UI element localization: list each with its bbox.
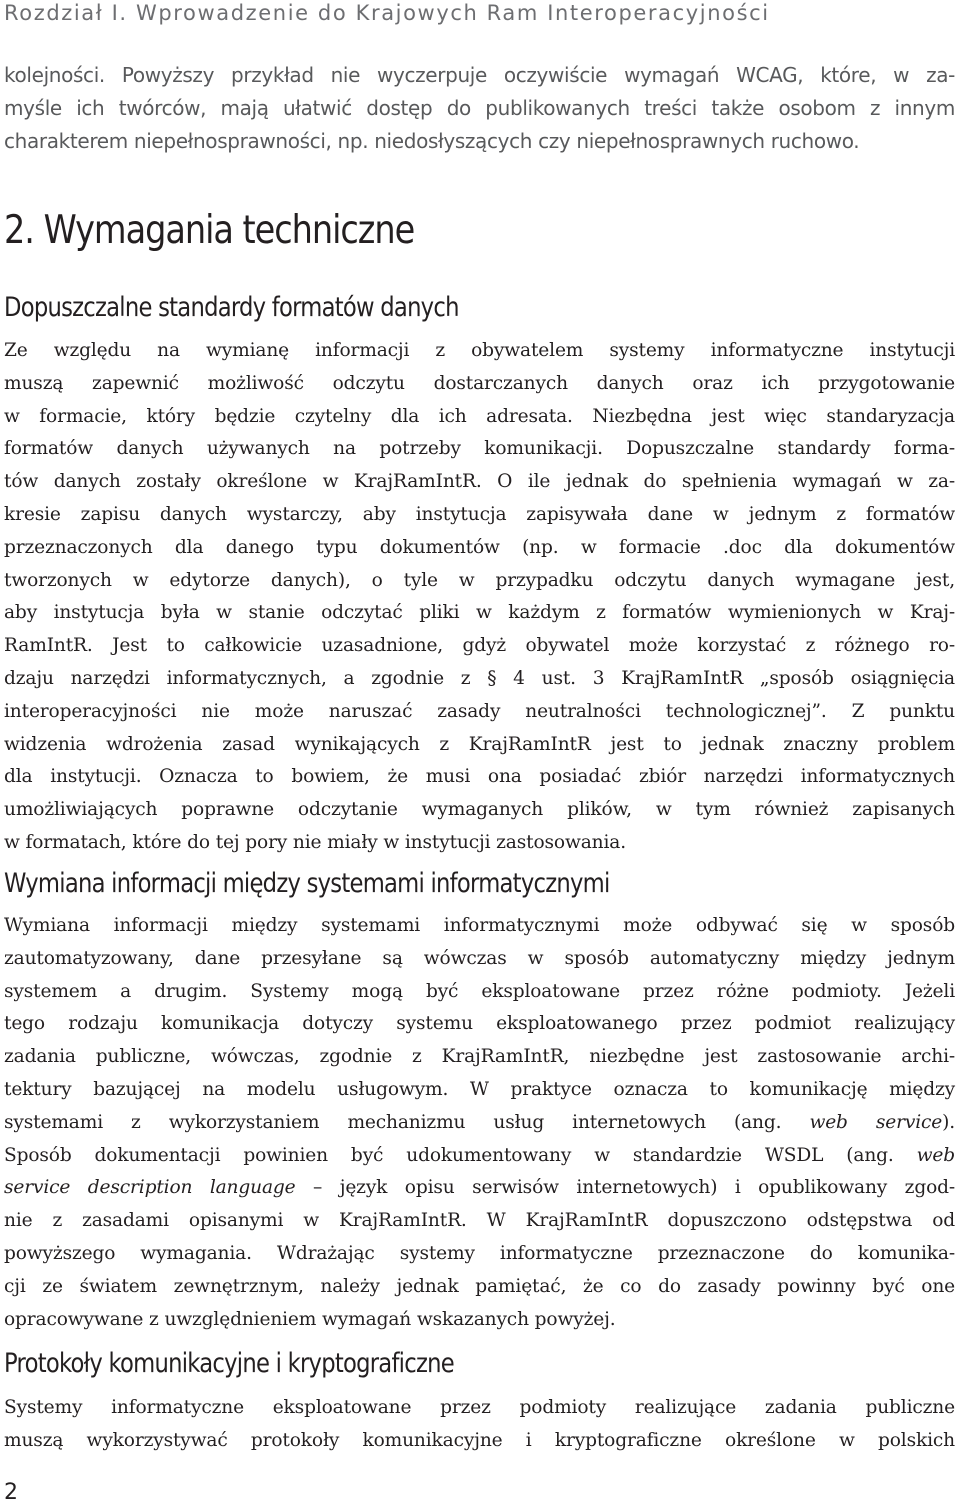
text-line: tektury bazującej na modelu usługowym. W praktyce oznacza to komunikację między [4,1078,955,1100]
section-heading-exchange: Wymiana informacji między systemami informatycznymi [4,868,610,899]
paragraph-protocols [4,1392,955,1458]
text-line: systemem a drugim. Systemy mogą być eksploatowane przez różne podmioty. Jeżeli [4,980,955,1002]
section-heading-formats: Dopuszczalne standardy formatów danych [4,292,459,323]
text-line [4,1172,955,1205]
text-line: umożliwiających poprawne odczytanie wymaganych plików, w tym również zapisanych [4,799,955,821]
text-line: RamIntR. Jest to całkowicie uzasadnione, gdyż obywatel może korzystać z różnego ro- [4,635,955,657]
text-line: dzaju narzędzi informatycznych, a zgodnie z § 4 ust. 3 KrajRamIntR „sposób osiągnięcia [4,667,955,689]
text-run-italic: web [916,1144,955,1166]
text-line: opracowywane z uwzględnieniem wymagań wskazanych powyżej. [4,1308,616,1330]
running-header: Rozdział I. Wprowadzenie do Krajowych Ram Interoperacyjności [4,1,770,25]
text-line: tworzonych w edytorze danych), o tyle w przypadku odczytu danych wymagane jest, [4,569,955,591]
text-line: widzenia wdrożenia zasad wynikających z KrajRamIntR jest to jednak znaczny problem [4,733,955,755]
text-line [4,1140,955,1173]
text-run: Sposób dokumentacji powinien być udokumentowany w standardzie WSDL (ang. [4,1144,917,1166]
text-line: tego rodzaju komunikacja dotyczy systemu eksploatowanego przez podmiot realizujący [4,1013,955,1035]
text-line: Wymiana informacji między systemami informatycznymi może odbywać się w sposób [4,915,955,936]
text-line: nie z zasadami opisanymi w KrajRamIntR. W KrajRamIntR dopuszczono odstępstwa od [4,1210,955,1232]
paragraph-exchange [4,910,955,1336]
text-run: systemami z wykorzystaniem mechanizmu usług internetowych (ang. [4,1111,810,1133]
text-run-italic: service description language [4,1177,296,1199]
text-line: charakterem niepełnosprawności, np. niedosłyszących czy niepełnosprawnych ruchowo. [4,128,860,153]
text-line: kresie zapisu danych wystarczy, aby instytucja zapisywała dane w jednym z formatów [4,503,955,525]
text-line: Systemy informatyczne eksploatowane przez podmioty realizujące zadania publiczne [4,1397,955,1418]
intro-paragraph [4,59,955,157]
text-line: tów danych zostały określone w KrajRamIntR. O ile jednak do spełnienia wymagań w za- [4,471,955,493]
text-line: interoperacyjności nie może naruszać zasady neutralności technologicznej”. Z punktu [4,700,955,722]
text-line: w formatach, które do tej pory nie miały w instytucji zastosowania. [4,831,626,853]
text-line: Ze względu na wymianę informacji z obywatelem systemy informatyczne instytucji [4,340,955,361]
text-run: ). [942,1111,955,1133]
text-line: muszą wykorzystywać protokoły komunikacyjne i kryptograficzne określone w polskich [4,1429,955,1451]
text-line: kolejności. Powyższy przykład nie wyczerpuje oczywiście wymagań WCAG, które, w za- [4,63,955,87]
text-line: powyższego wymagania. Wdrażając systemy informatyczne przeznaczone do komunika- [4,1242,955,1264]
text-line: przeznaczonych dla danego typu dokumentów (np. w formacie .doc dla dokumentów [4,536,955,558]
text-run: – język opisu serwisów internetowych) i opublikowany zgod- [295,1177,955,1199]
text-line: aby instytucja była w stanie odczytać pliki w każdym z formatów wymienionych w Kraj- [4,602,955,624]
section-heading-protocols: Protokoły komunikacyjne i kryptograficzne [4,1348,454,1379]
chapter-heading: 2. Wymagania techniczne [4,208,415,253]
text-line: muszą zapewnić możliwość odczytu dostarczanych danych oraz ich przygotowanie [4,372,955,394]
text-line [4,1107,955,1140]
text-run-italic: web service [809,1111,943,1133]
text-line: formatów danych używanych na potrzeby komunikacji. Dopuszczalne standardy forma- [4,438,955,460]
text-line: w formacie, który będzie czytelny dla ich adresata. Niezbędna jest więc standaryzacja [4,405,955,427]
text-line: zadania publiczne, wówczas, zgodnie z KrajRamIntR, niezbędne jest zastosowanie archi- [4,1046,955,1068]
text-line: myśle ich twórców, mają ułatwić dostęp do publikowanych treści także osobom z innym [4,95,955,120]
paragraph-formats [4,335,955,860]
text-line: dla instytucji. Oznacza to bowiem, że musi ona posiadać zbiór narzędzi informatycznych [4,766,955,788]
text-line: zautomatyzowany, dane przesyłane są wówczas w sposób automatyczny między jednym [4,947,955,969]
page-number: 2 [4,1480,18,1505]
text-line: cji ze światem zewnętrznym, należy jednak pamiętać, że co do zasady powinny być one [4,1275,955,1297]
